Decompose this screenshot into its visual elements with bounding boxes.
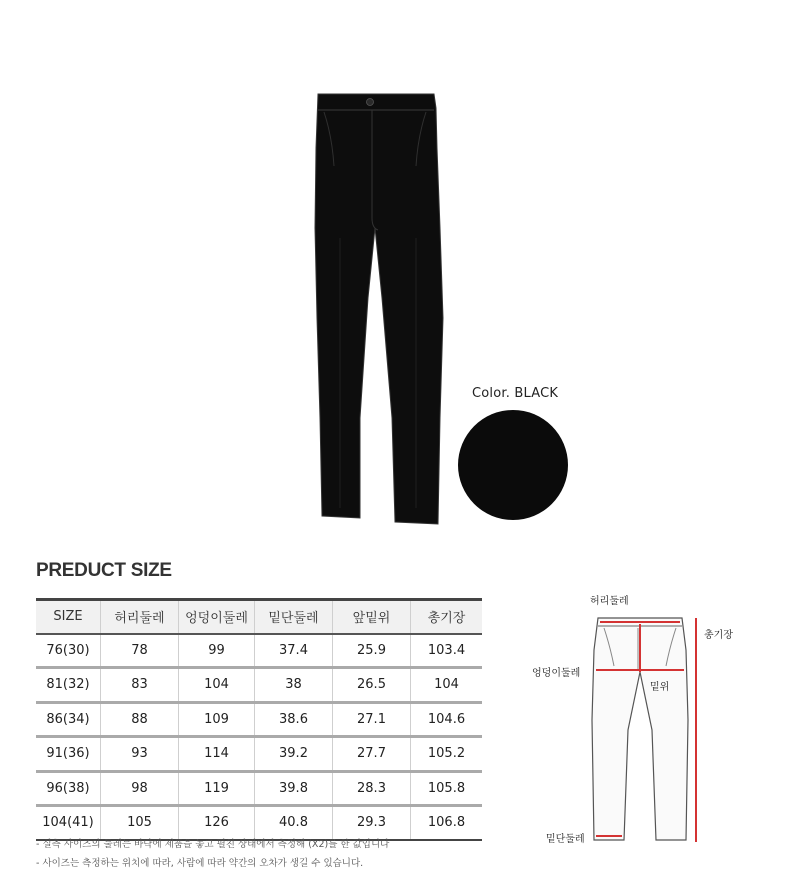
size-cell: 76(30) xyxy=(36,634,101,668)
size-table xyxy=(36,598,482,841)
length-cell: 104 xyxy=(411,668,483,703)
length-cell: 105.2 xyxy=(411,737,483,772)
hem-cell: 40.8 xyxy=(255,806,333,840)
hem-cell: 39.8 xyxy=(255,771,333,806)
table-row xyxy=(36,634,482,668)
hip-cell: 99 xyxy=(179,634,255,668)
header-waist: 허리둘레 xyxy=(101,600,179,634)
length-cell: 106.8 xyxy=(411,806,483,840)
length-cell: 103.4 xyxy=(411,634,483,668)
length-cell: 104.6 xyxy=(411,702,483,737)
table-row xyxy=(36,737,482,772)
hem-cell: 38.6 xyxy=(255,702,333,737)
hip-cell: 114 xyxy=(179,737,255,772)
hem-label: 밑단둘레 xyxy=(546,834,585,845)
rise-cell: 28.3 xyxy=(333,771,411,806)
table-row xyxy=(36,668,482,703)
header-size: SIZE xyxy=(36,600,101,634)
hip-cell: 109 xyxy=(179,702,255,737)
rise-cell: 29.3 xyxy=(333,806,411,840)
header-hip: 엉덩이둘레 xyxy=(179,600,255,634)
waist-cell: 93 xyxy=(101,737,179,772)
length-cell: 105.8 xyxy=(411,771,483,806)
rise-label: 밑위 xyxy=(650,682,670,693)
measurement-diagram xyxy=(530,590,750,860)
table-row xyxy=(36,771,482,806)
table-header-row xyxy=(36,600,482,634)
waist-cell: 83 xyxy=(101,668,179,703)
table-row xyxy=(36,702,482,737)
hip-cell: 104 xyxy=(179,668,255,703)
header-length: 총기장 xyxy=(411,600,483,634)
product-image xyxy=(300,88,450,528)
hip-cell: 119 xyxy=(179,771,255,806)
color-swatch[interactable] xyxy=(458,410,568,520)
table-row xyxy=(36,806,482,840)
pants-shape xyxy=(315,94,443,524)
size-cell: 104(41) xyxy=(36,806,101,840)
hem-cell: 37.4 xyxy=(255,634,333,668)
rise-cell: 27.7 xyxy=(333,737,411,772)
rise-cell: 26.5 xyxy=(333,668,411,703)
waist-cell: 78 xyxy=(101,634,179,668)
waist-cell: 105 xyxy=(101,806,179,840)
header-rise: 앞밑위 xyxy=(333,600,411,634)
size-cell: 86(34) xyxy=(36,702,101,737)
measurement-note: - 사이즈는 측정하는 위치에 따라, 사람에 따라 약간의 오차가 생길 수 있습니다. xyxy=(36,858,364,869)
rise-cell: 27.1 xyxy=(333,702,411,737)
hem-cell: 38 xyxy=(255,668,333,703)
rise-cell: 25.9 xyxy=(333,634,411,668)
hip-label: 엉덩이둘레 xyxy=(532,668,581,679)
header-hem: 밑단둘레 xyxy=(255,600,333,634)
section-title: PREDUCT SIZE xyxy=(36,560,172,581)
hip-cell: 126 xyxy=(179,806,255,840)
hem-cell: 39.2 xyxy=(255,737,333,772)
size-cell: 96(38) xyxy=(36,771,101,806)
size-cell: 81(32) xyxy=(36,668,101,703)
waist-button xyxy=(367,99,374,106)
size-cell: 91(36) xyxy=(36,737,101,772)
color-label: Color. BLACK xyxy=(472,386,559,401)
length-label: 총기장 xyxy=(704,630,733,641)
measurement-note: - 실측 사이즈의 둘레는 바닥에 제품을 놓고 펼친 상태에서 측정해 (X2)를 한 값입니다 xyxy=(36,839,390,850)
waist-cell: 98 xyxy=(101,771,179,806)
waist-cell: 88 xyxy=(101,702,179,737)
waist-label: 허리둘레 xyxy=(590,596,629,607)
